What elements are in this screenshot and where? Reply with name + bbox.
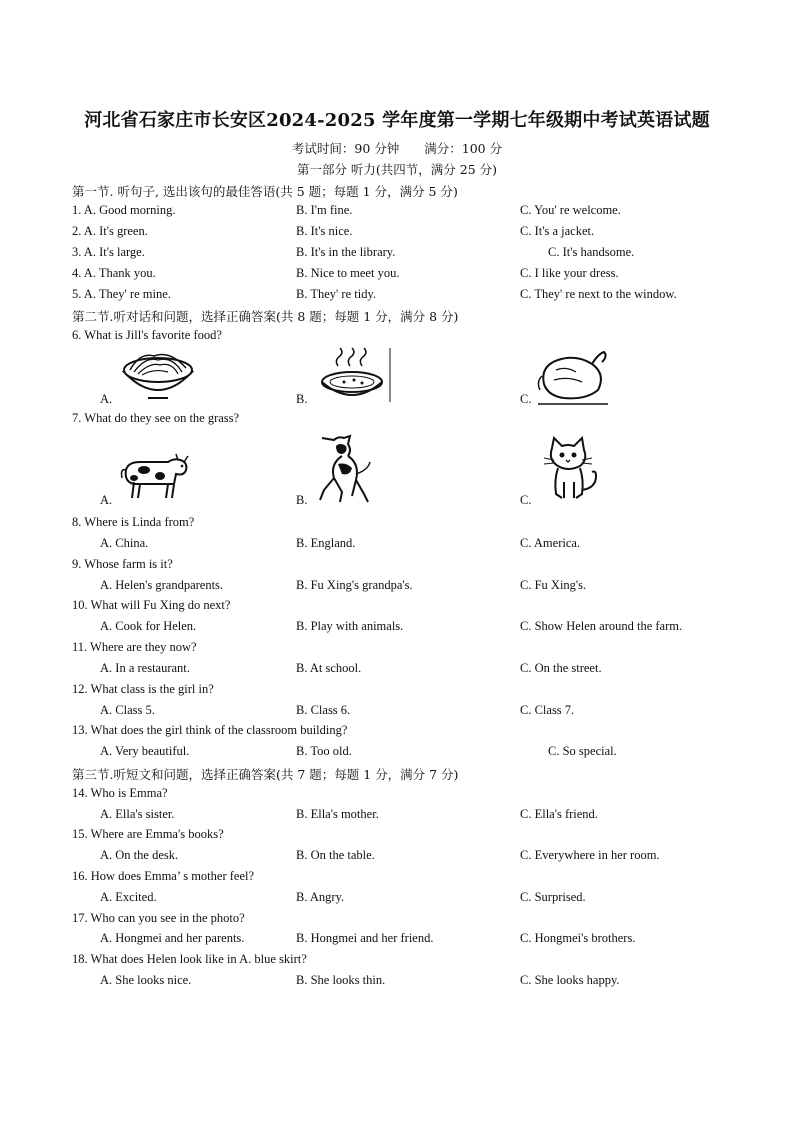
q18-question: 18. What does Helen look like in A. blue skirt? bbox=[72, 952, 307, 966]
section-two-heading: 第二节.听对话和问题，选择正确答案(共 8 题；每题 1 分，满分 8 分) bbox=[72, 309, 459, 324]
q12-question: 12. What class is the girl in? bbox=[72, 682, 214, 696]
q16-question: 16. How does Emma’ s mother feel? bbox=[72, 869, 255, 883]
q16-option-a: A. Excited. bbox=[100, 890, 157, 904]
q4-option-c: C. I like your dress. bbox=[520, 266, 619, 280]
dog-icon bbox=[312, 434, 374, 506]
exam-info: 考试时间：90 分钟 满分：100 分 bbox=[291, 141, 503, 156]
q3-option-b: B. It's in the library. bbox=[296, 245, 396, 259]
q3-option-a: 3. A. It's large. bbox=[72, 245, 145, 259]
q1-option-b: B. I'm fine. bbox=[296, 203, 353, 217]
q9-option-b: B. Fu Xing's grandpa's. bbox=[296, 578, 413, 592]
q13-option-b: B. Too old. bbox=[296, 744, 352, 758]
q5-option-a: 5. A. They' re mine. bbox=[72, 287, 171, 301]
q14-option-b: B. Ella's mother. bbox=[296, 807, 379, 821]
q14-option-a: A. Ella's sister. bbox=[100, 807, 175, 821]
q10-option-c: C. Show Helen around the farm. bbox=[520, 619, 683, 633]
q11-option-c: C. On the street. bbox=[520, 661, 602, 675]
q18-option-b: B. She looks thin. bbox=[296, 973, 386, 987]
q17-option-b: B. Hongmei and her friend. bbox=[296, 931, 434, 945]
q10-option-b: B. Play with animals. bbox=[296, 619, 404, 633]
q12-option-b: B. Class 6. bbox=[296, 703, 351, 717]
q17-question: 17. Who can you see in the photo? bbox=[72, 911, 245, 925]
q8-option-b: B. England. bbox=[296, 536, 356, 550]
q12-option-c: C. Class 7. bbox=[520, 703, 575, 717]
q15-option-a: A. On the desk. bbox=[100, 848, 179, 862]
page-title: 河北省石家庄市长安区2024-2025 学年度第一学期七年级期中考试英语试题 bbox=[84, 110, 710, 131]
part-one-heading: 第一部分 听力(共四节，满分 25 分) bbox=[296, 162, 498, 177]
q10-option-a: A. Cook for Helen. bbox=[100, 619, 197, 633]
q2-option-a: 2. A. It's green. bbox=[72, 224, 148, 238]
q1-option-a: 1. A. Good morning. bbox=[72, 203, 176, 217]
q15-option-c: C. Everywhere in her room. bbox=[520, 848, 660, 862]
q18-option-c: C. She looks happy. bbox=[520, 973, 620, 987]
q14-option-c: C. Ella's friend. bbox=[520, 807, 598, 821]
q3-option-c: C. It's handsome. bbox=[548, 245, 635, 259]
cat-icon bbox=[540, 436, 602, 504]
q6-option-c-label: C. bbox=[520, 392, 532, 406]
q6-question: 6. What is Jill's favorite food? bbox=[72, 328, 222, 342]
section-three-heading: 第三节.听短文和问题，选择正确答案(共 7 题；每题 1 分，满分 7 分) bbox=[72, 767, 459, 782]
q2-option-b: B. It's nice. bbox=[296, 224, 353, 238]
q11-option-b: B. At school. bbox=[296, 661, 362, 675]
q13-option-c: C. So special. bbox=[548, 744, 617, 758]
q5-option-b: B. They' re tidy. bbox=[296, 287, 377, 301]
q7-option-a-label: A. bbox=[100, 493, 113, 507]
q17-option-c: C. Hongmei's brothers. bbox=[520, 931, 636, 945]
q9-option-a: A. Helen's grandparents. bbox=[100, 578, 224, 592]
q8-option-a: A. China. bbox=[100, 536, 149, 550]
q13-question: 13. What does the girl think of the classroom building? bbox=[72, 723, 348, 737]
q12-option-a: A. Class 5. bbox=[100, 703, 155, 717]
q6-option-a-label: A. bbox=[100, 392, 113, 406]
q8-question: 8. Where is Linda from? bbox=[72, 515, 195, 529]
q17-option-a: A. Hongmei and her parents. bbox=[100, 931, 245, 945]
q7-question: 7. What do they see on the grass? bbox=[72, 411, 240, 425]
q18-option-a: A. She looks nice. bbox=[100, 973, 192, 987]
q11-option-a: A. In a restaurant. bbox=[100, 661, 190, 675]
q4-option-a: 4. A. Thank you. bbox=[72, 266, 156, 280]
q15-question: 15. Where are Emma's books? bbox=[72, 827, 224, 841]
q13-option-a: A. Very beautiful. bbox=[100, 744, 190, 758]
cow-icon bbox=[118, 448, 190, 504]
noodle-bowl-icon bbox=[120, 346, 196, 404]
q5-option-c: C. They' re next to the window. bbox=[520, 287, 677, 301]
q1-option-c: C. You' re welcome. bbox=[520, 203, 621, 217]
q8-option-c: C. America. bbox=[520, 536, 581, 550]
q16-option-b: B. Angry. bbox=[296, 890, 345, 904]
q11-question: 11. Where are they now? bbox=[72, 640, 197, 654]
q7-option-c-label: C. bbox=[520, 493, 532, 507]
q6-option-b-label: B. bbox=[296, 392, 308, 406]
q14-question: 14. Who is Emma? bbox=[72, 786, 168, 800]
q15-option-b: B. On the table. bbox=[296, 848, 375, 862]
roast-chicken-icon bbox=[536, 346, 610, 406]
hot-soup-icon bbox=[314, 346, 394, 404]
section-one-heading: 第一节. 听句子, 选出该句的最佳答语(共 5 题；每题 1 分，满分 5 分) bbox=[72, 184, 458, 199]
q10-question: 10. What will Fu Xing do next? bbox=[72, 598, 231, 612]
q16-option-c: C. Surprised. bbox=[520, 890, 586, 904]
q9-question: 9. Whose farm is it? bbox=[72, 557, 173, 571]
q9-option-c: C. Fu Xing's. bbox=[520, 578, 587, 592]
q7-option-b-label: B. bbox=[296, 493, 308, 507]
q2-option-c: C. It's a jacket. bbox=[520, 224, 595, 238]
q4-option-b: B. Nice to meet you. bbox=[296, 266, 400, 280]
